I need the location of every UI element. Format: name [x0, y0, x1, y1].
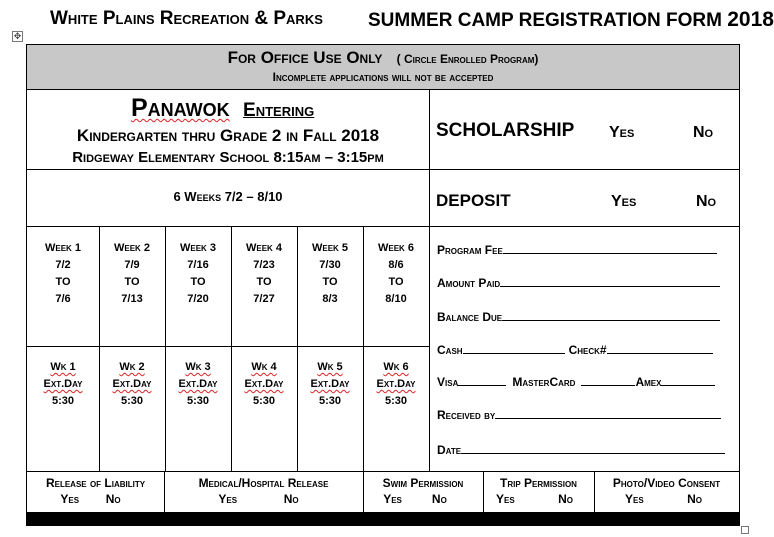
- table-move-handle-icon[interactable]: ✥: [13, 31, 22, 41]
- program-name: Panawok: [131, 94, 230, 122]
- amex-label: Amex: [635, 375, 662, 389]
- consent-options: [154, 491, 363, 507]
- ext-week-label: Wk 2: [119, 361, 145, 373]
- ext-week-label: Wk 4: [251, 361, 277, 373]
- week-to: TO: [190, 276, 206, 288]
- ext-week-label: Wk 1: [50, 361, 76, 373]
- ext-day-time: 5:30: [318, 395, 342, 407]
- check-label: Check#: [568, 343, 607, 357]
- week-label: Week 3: [179, 242, 216, 254]
- consent-label: Medical/Hospital Release: [198, 476, 329, 490]
- office-use-label: For Office Use Only: [227, 48, 383, 67]
- consent-swim-permission: [363, 475, 483, 507]
- ext-day-time: 5:30: [51, 395, 75, 407]
- cash-check-field[interactable]: [437, 343, 713, 357]
- scholarship-label: SCHOLARSHIP: [436, 120, 575, 141]
- consent-options: [17, 491, 164, 507]
- ext-day-time: 5:30: [186, 395, 210, 407]
- consent-yes[interactable]: Yes: [383, 492, 402, 506]
- consent-label: Release of Liability: [45, 476, 146, 490]
- office-use-note: ( Circle Enrolled Program): [396, 52, 539, 66]
- divider-consents: [27, 471, 739, 472]
- incomplete-warning: Incomplete applications will not be accepted: [272, 70, 494, 84]
- week-to: TO: [322, 276, 338, 288]
- program-grades: Kindergarten thru Grade 2 in Fall 2018: [76, 126, 380, 145]
- card-type-field[interactable]: [437, 375, 715, 389]
- consent-no[interactable]: No: [105, 492, 121, 506]
- week-start: 7/9: [124, 259, 140, 271]
- week-end: 7/6: [55, 293, 71, 305]
- week-to: TO: [124, 276, 140, 288]
- ext-day-cell-4[interactable]: [231, 359, 297, 410]
- week-start: 8/6: [388, 259, 404, 271]
- divider-program-left: [27, 169, 429, 170]
- consent-no[interactable]: No: [558, 492, 573, 506]
- divider-vertical-main: [429, 89, 430, 471]
- office-use-banner: [27, 45, 739, 90]
- consent-yes[interactable]: Yes: [60, 492, 80, 506]
- consent-yes[interactable]: Yes: [496, 492, 515, 506]
- consent-options: [588, 491, 739, 507]
- consent-trip-permission: [483, 475, 594, 507]
- received-by-field[interactable]: [437, 408, 721, 422]
- session-dates: 6 Weeks 7/2 – 8/10: [173, 189, 283, 204]
- week-start: 7/23: [253, 259, 275, 271]
- week-to: TO: [55, 276, 71, 288]
- week-start: 7/2: [55, 259, 71, 271]
- scholarship-yes[interactable]: Yes: [609, 124, 635, 141]
- week-cell-3[interactable]: [165, 240, 231, 308]
- form-title: [368, 8, 774, 32]
- ext-day-time: 5:30: [252, 395, 276, 407]
- week-cell-2[interactable]: [99, 240, 165, 308]
- week-cell-5[interactable]: [297, 240, 363, 308]
- visa-label: Visa: [437, 375, 459, 389]
- week-end: 7/20: [187, 293, 209, 305]
- consent-yes[interactable]: Yes: [218, 492, 238, 506]
- deposit-yes[interactable]: Yes: [611, 193, 637, 210]
- ext-day-cell-1[interactable]: [30, 359, 96, 410]
- week-start: 7/30: [319, 259, 341, 271]
- ext-day-cell-3[interactable]: [165, 359, 231, 410]
- form-title-text: SUMMER CAMP REGISTRATION FORM: [368, 10, 722, 31]
- week-end: 7/27: [253, 293, 275, 305]
- ext-day-time: 5:30: [120, 395, 144, 407]
- week-cell-4[interactable]: [231, 240, 297, 308]
- form-year: 2018: [727, 8, 774, 31]
- divider-scholarship-right: [429, 169, 739, 170]
- amount-paid-field[interactable]: [437, 276, 720, 290]
- consent-label: Photo/Video Consent: [612, 476, 721, 490]
- ext-day-label: Ext.Day: [310, 378, 350, 390]
- deposit-label: DEPOSIT: [436, 191, 511, 210]
- registration-form: [26, 44, 740, 526]
- consent-no[interactable]: No: [687, 492, 702, 506]
- ext-week-label: Wk 3: [185, 361, 211, 373]
- date-label: Date: [437, 443, 462, 457]
- balance-due-field[interactable]: [437, 310, 720, 324]
- scholarship-no[interactable]: No: [693, 124, 714, 141]
- amount-paid-label: Amount Paid: [437, 276, 501, 290]
- week-to: TO: [388, 276, 404, 288]
- mastercard-label: MasterCard: [512, 375, 576, 389]
- ext-week-label: Wk 5: [317, 361, 343, 373]
- ext-week-label: Wk 6: [383, 361, 409, 373]
- consent-photo-video: [594, 475, 739, 507]
- table-resize-handle-icon[interactable]: [741, 526, 749, 534]
- week-label: Week 5: [311, 242, 348, 254]
- received-by-label: Received by: [437, 408, 496, 422]
- program-header: [131, 94, 314, 123]
- week-label: Week 4: [245, 242, 282, 254]
- consent-yes[interactable]: Yes: [625, 492, 644, 506]
- week-end: 7/13: [121, 293, 143, 305]
- ext-day-cell-2[interactable]: [99, 359, 165, 410]
- consent-options: [475, 491, 594, 507]
- ext-day-label: Ext.Day: [376, 378, 416, 390]
- program-entering: Entering: [243, 100, 315, 121]
- cash-label: Cash: [437, 343, 463, 357]
- consent-release-liability: [27, 475, 164, 507]
- week-cell-6[interactable]: [363, 240, 429, 308]
- ext-day-label: Ext.Day: [112, 378, 152, 390]
- bottom-black-bar: [27, 512, 739, 526]
- week-end: 8/10: [385, 293, 407, 305]
- week-label: Week 6: [377, 242, 414, 254]
- balance-due-label: Balance Due: [437, 310, 503, 324]
- consent-label: Swim Permission: [382, 476, 464, 490]
- ext-day-cell-6[interactable]: [363, 359, 429, 410]
- ext-day-label: Ext.Day: [244, 378, 284, 390]
- week-end: 8/3: [322, 293, 338, 305]
- date-field[interactable]: [437, 443, 725, 457]
- week-start: 7/16: [187, 259, 209, 271]
- consent-no[interactable]: No: [283, 492, 299, 506]
- ext-day-label: Ext.Day: [178, 378, 218, 390]
- program-school: Ridgeway Elementary School 8:15am – 3:15pm: [72, 149, 384, 166]
- office-use-title: [27, 48, 739, 68]
- week-to: TO: [256, 276, 272, 288]
- consent-medical-release: [164, 475, 363, 507]
- week-label: Week 2: [113, 242, 150, 254]
- program-fee-field[interactable]: [437, 243, 717, 257]
- divider-session: [27, 226, 739, 227]
- consent-label: Trip Permission: [500, 476, 577, 490]
- consent-options: [347, 491, 483, 507]
- ext-day-time: 5:30: [384, 395, 408, 407]
- consent-no[interactable]: No: [431, 492, 447, 506]
- deposit-no[interactable]: No: [696, 193, 717, 210]
- week-label: Week 1: [44, 242, 81, 254]
- org-title: White Plains Recreation & Parks: [50, 8, 323, 29]
- week-cell-1[interactable]: [30, 240, 96, 308]
- program-fee-label: Program Fee: [437, 243, 503, 257]
- ext-day-label: Ext.Day: [43, 378, 83, 390]
- divider-weeks-ext: [27, 346, 429, 347]
- ext-day-cell-5[interactable]: [297, 359, 363, 410]
